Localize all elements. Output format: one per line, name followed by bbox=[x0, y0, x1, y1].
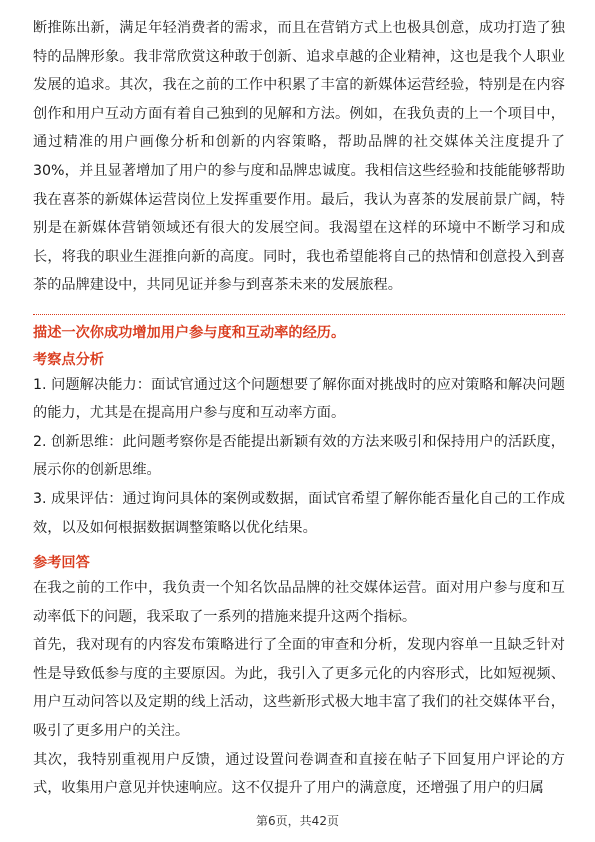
answer-paragraph: 首先，我对现有的内容发布策略进行了全面的审查和分析，发现内容单一且缺乏针对性是导致低参与度的主要原因。为此，我引入了更多元化的内容形式，比如短视频、用户互动问答以及定期的线上活动，这些新形式极大地丰富了我们的社交媒体平台，吸引了更多用户的关注。 bbox=[33, 637, 565, 740]
spacer bbox=[33, 300, 565, 314]
document-body bbox=[33, 14, 565, 803]
analysis-item: 1. 问题解决能力：面试官通过这个问题想要了解你面对挑战时的应对策略和解决问题的能力，尤其是在提高用户参与度和互动率方面。 bbox=[33, 376, 565, 422]
analysis-title: 考察点分析 bbox=[33, 351, 104, 368]
answer-paragraph: 在我之前的工作中，我负责一个知名饮品品牌的社交媒体运营。面对用户参与度和互动率低下的问题，我采取了一系列的措施来提升这两个指标。 bbox=[33, 580, 565, 625]
section-divider bbox=[33, 314, 565, 315]
analysis-item: 3. 成果评估：通过询问具体的案例或数据，面试官希望了解你能否量化自己的工作成效，以及如何根据数据调整策略以优化结果。 bbox=[33, 490, 565, 536]
question-heading: 描述一次你成功增加用户参与度和互动率的经历。 bbox=[33, 324, 346, 341]
analysis-item: 2. 创新思维：此问题考察你是否能提出新颖有效的方法来吸引和保持用户的活跃度，展示你的创新思维。 bbox=[33, 433, 565, 479]
intro-paragraph: 断推陈出新，满足年轻消费者的需求，而且在营销方式上也极具创意，成功打造了独特的品牌形象。我非常欣赏这种敢于创新、追求卓越的企业精神，这也是我个人职业发展的追求。其次，我在之前的工作中积累了丰富的新媒体运营经验，特别是在内容创作和用户互动方面有着自己独到的见解和方法。例如，在我负责的上一个项目中，通过精准的用户画像分析和创新的内容策略，帮助品牌的社交媒体关注度提升了30%，并且显著增加了用户的参与度和品牌忠诚度。我相信这些经验和技能能够帮助我在喜茶的新媒体运营岗位上发挥重要作用。最后，我认为喜茶的发展前景广阔，特别是在新媒体营销领域还有很大的发展空间。我渴望在这样的环境中不断学习和成长，将我的职业生涯推向新的高度。同时，我也希望能将自己的热情和创意投入到喜茶的品牌建设中，共同见证并参与到喜茶未来的发展旅程。 bbox=[33, 20, 565, 294]
answer-paragraph: 其次，我特别重视用户反馈，通过设置问卷调查和直接在帖子下回复用户评论的方式，收集用户意见并快速响应。这不仅提升了用户的满意度，还增强了用户的归属 bbox=[33, 751, 565, 797]
page-number-footer: 第6页，共42页 bbox=[256, 814, 339, 828]
answer-title: 参考回答 bbox=[33, 555, 90, 572]
